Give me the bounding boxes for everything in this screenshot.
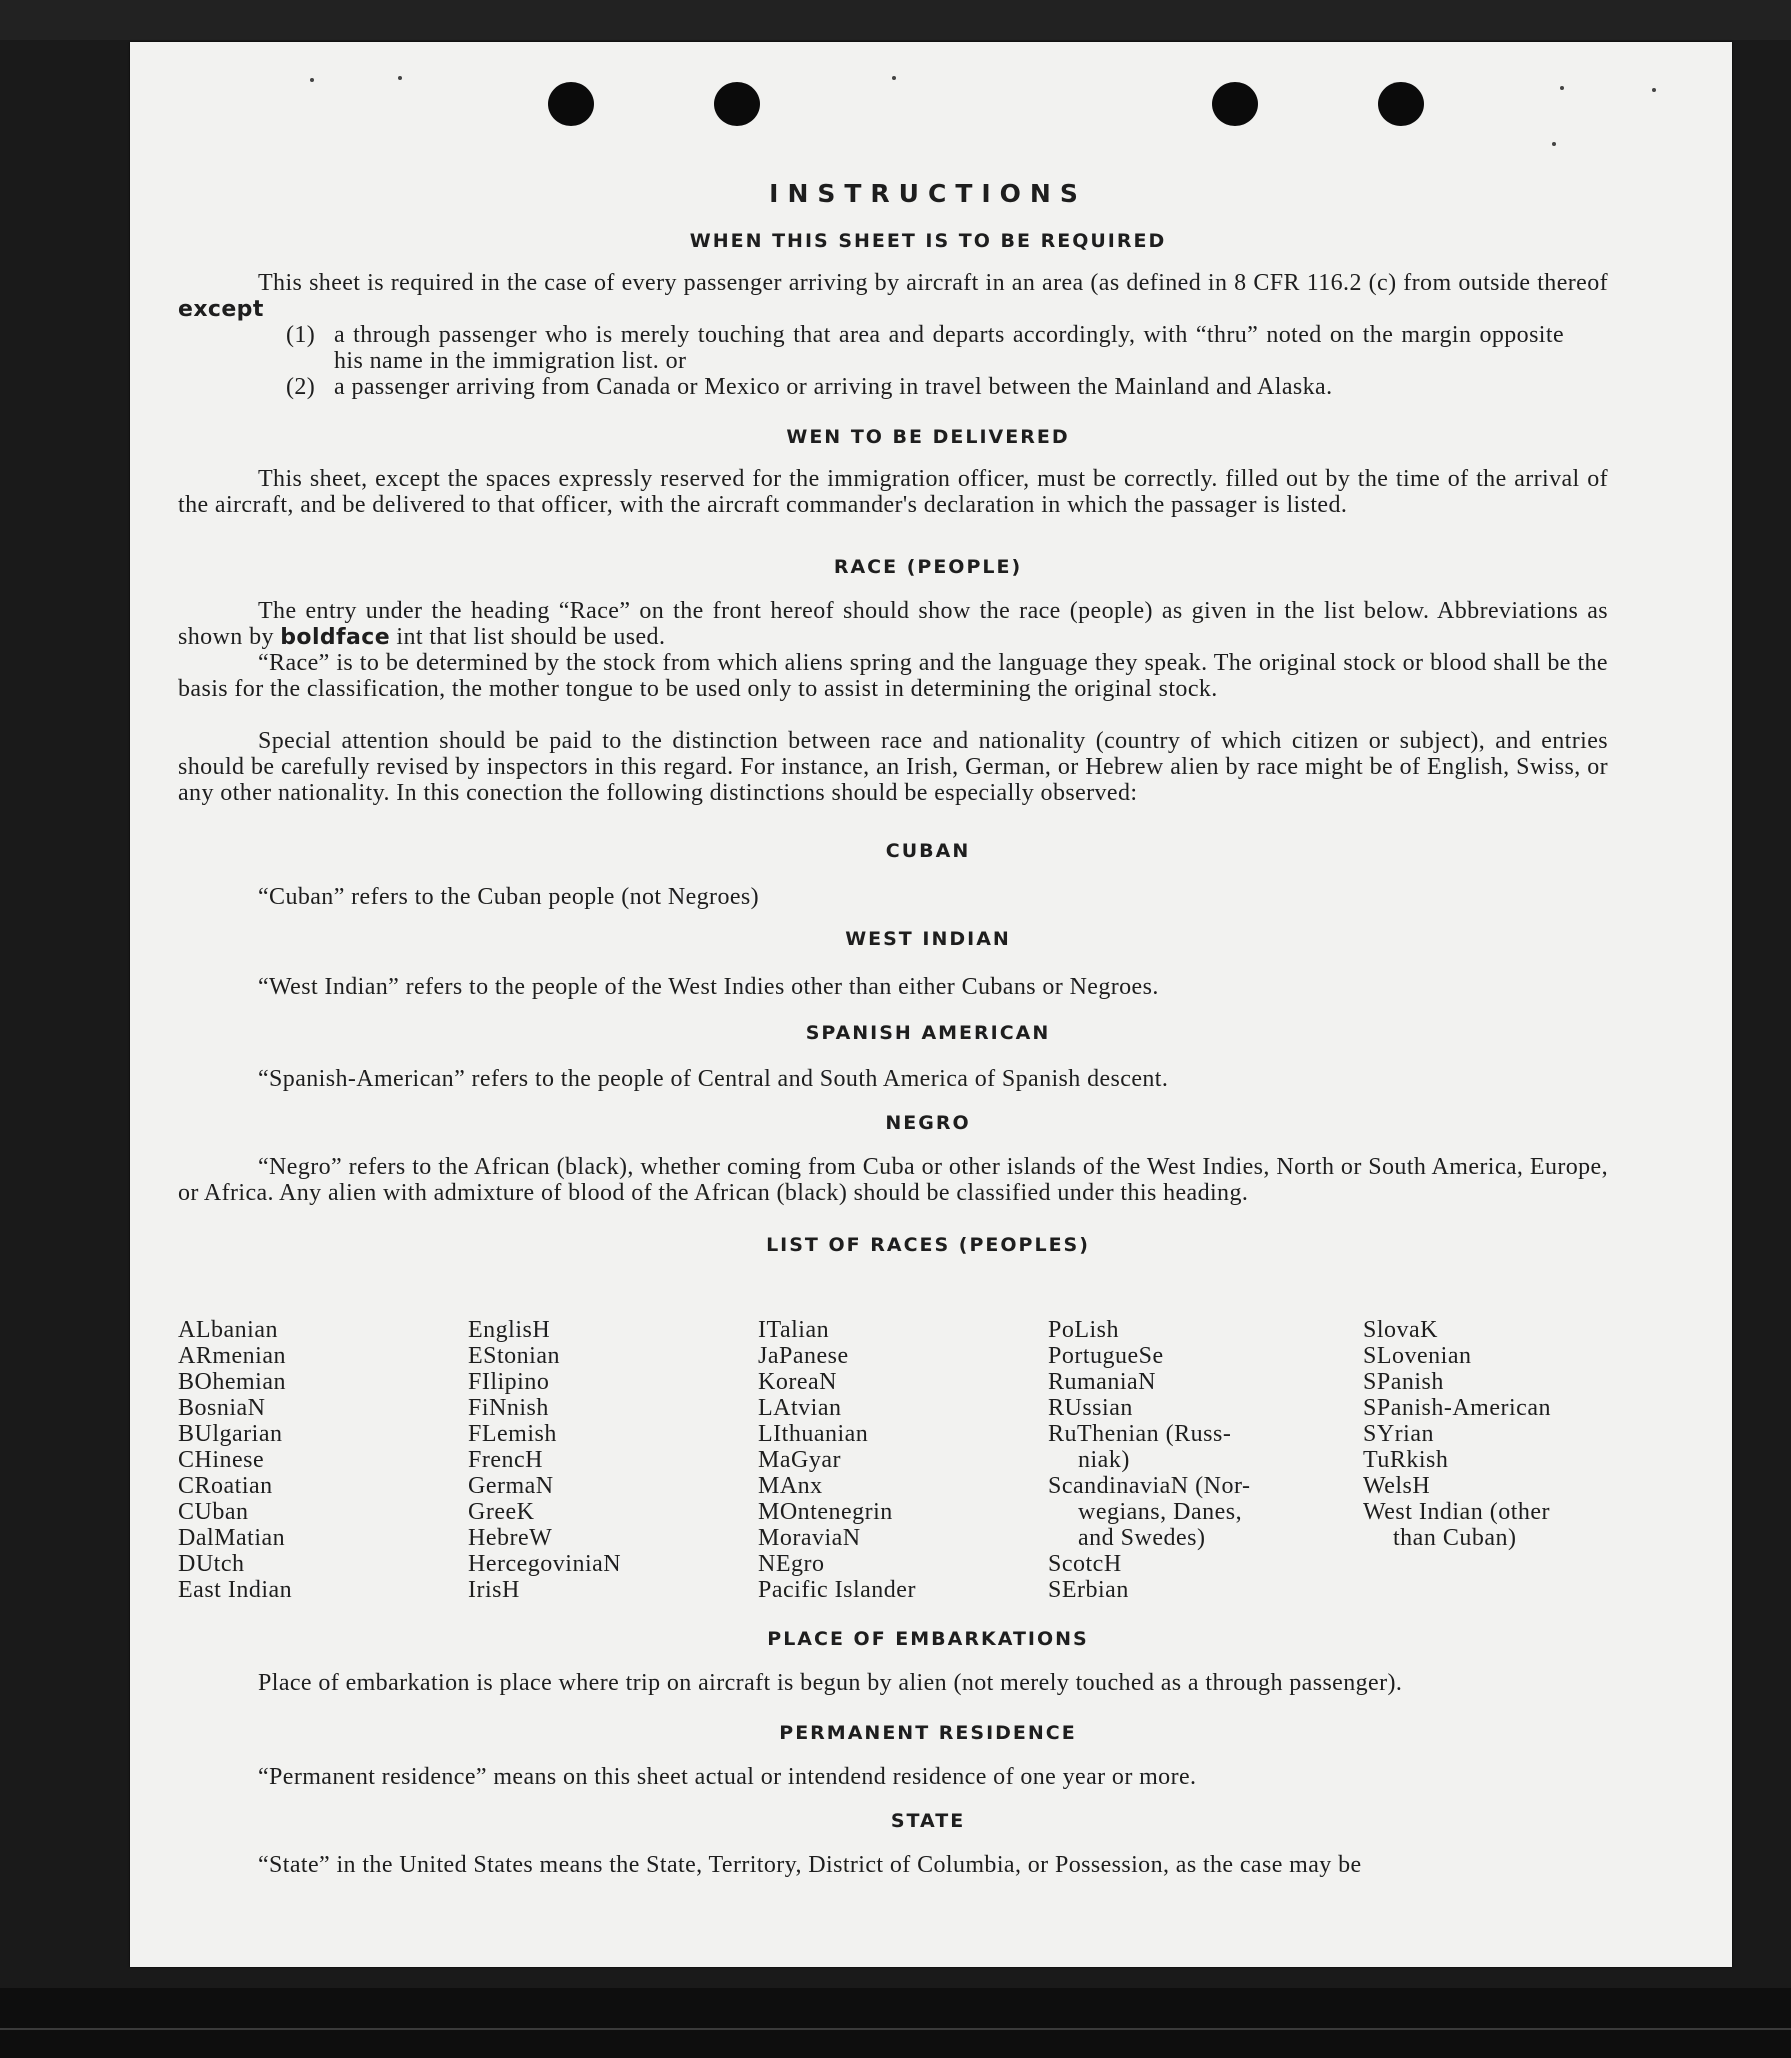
heading-when-delivered: WEN TO BE DELIVERED — [786, 426, 1070, 448]
heading-cuban: CUBAN — [885, 840, 971, 862]
race-entry: DUtch — [178, 1551, 245, 1577]
race-entry: RUssian — [1048, 1395, 1133, 1421]
heading-spanish-american: SPANISH AMERICAN — [805, 1022, 1051, 1044]
paragraph-west-indian: “West Indian” refers to the people of the West Indies other than either Cubans or Negroes. — [258, 974, 1159, 1000]
paragraph-negro: “Negro” refers to the African (black), whether coming from Cuba or other islands of the West Indies, North or South America, Europe, or Africa. Any alien with admixture of blood of the African (black) should be classified under this heading. — [178, 1154, 1608, 1206]
document-page — [130, 42, 1732, 1967]
race-entry: ITalian — [758, 1317, 830, 1343]
race-entry: niak) — [1078, 1447, 1130, 1473]
exception-item-1: (1) a through passenger who is merely touching that area and departs accordingly, with “thru” noted on the margin opposite his name in the immigration list. or — [286, 322, 1564, 374]
race-entry: EnglisH — [468, 1317, 551, 1343]
race-entry: ALbanian — [178, 1317, 278, 1343]
race-entry: CHinese — [178, 1447, 265, 1473]
race-entry: West Indian (other — [1363, 1499, 1551, 1525]
race-entry: wegians, Danes, — [1078, 1499, 1243, 1525]
race-entry: FiNnish — [468, 1395, 549, 1421]
punch-hole-icon — [1378, 82, 1424, 126]
race-entry: IrisH — [468, 1577, 520, 1603]
heading-state: STATE — [890, 1810, 966, 1832]
heading-embarkation: PLACE OF EMBARKATIONS — [767, 1628, 1089, 1650]
paragraph-when-required: This sheet is required in the case of every passenger arriving by aircraft in an area (as defined in 8 CFR 116.2 (c) from outside thereof except — [178, 270, 1608, 322]
heading-west-indian: WEST INDIAN — [845, 928, 1011, 950]
race-entry: PoLish — [1048, 1317, 1120, 1343]
race-entry: and Swedes) — [1078, 1525, 1206, 1551]
heading-permanent-residence: PERMANENT RESIDENCE — [779, 1722, 1077, 1744]
paragraph-state: “State” in the United States means the State, Territory, District of Columbia, or Possession, as the case may be — [258, 1852, 1362, 1878]
race-entry: CUban — [178, 1499, 249, 1525]
race-entry: NEgro — [758, 1551, 825, 1577]
race-entry: HebreW — [468, 1525, 553, 1551]
heading-when-required: WHEN THIS SHEET IS TO BE REQUIRED — [689, 230, 1167, 252]
race-column-2 — [468, 1317, 621, 1603]
paragraph-race-1: The entry under the heading “Race” on the front hereof should show the race (people) as given in the list below. Abbreviations as shown by boldface int that list should be used. — [178, 598, 1608, 650]
race-entry: than Cuban) — [1393, 1525, 1517, 1551]
paragraph-cuban: “Cuban” refers to the Cuban people (not Negroes) — [258, 884, 760, 910]
race-entry: GreeK — [468, 1499, 535, 1525]
race-entry: SPanish-American — [1363, 1395, 1551, 1421]
dust-speck — [1560, 86, 1564, 90]
race-entry: ScotcH — [1048, 1551, 1122, 1577]
race-entry: SErbian — [1048, 1577, 1129, 1603]
race-entry: JaPanese — [758, 1343, 849, 1369]
race-entry: LIthuanian — [758, 1421, 869, 1447]
race-entry: LAtvian — [758, 1395, 842, 1421]
race-entry: SPanish — [1363, 1369, 1444, 1395]
dust-speck — [892, 76, 896, 80]
race-entry: PortugueSe — [1048, 1343, 1164, 1369]
race-column-4 — [1048, 1317, 1250, 1603]
race-entry: RumaniaN — [1048, 1369, 1156, 1395]
punch-hole-icon — [1212, 82, 1258, 126]
race-column-5 — [1363, 1317, 1551, 1551]
bold-boldface: boldface — [280, 625, 391, 650]
race-entry: FLemish — [468, 1421, 557, 1447]
race-entry: FIlipino — [468, 1369, 550, 1395]
punch-hole-icon — [714, 82, 760, 126]
scan-border-bottom — [0, 1988, 1791, 2058]
race-entry: MOntenegrin — [758, 1499, 893, 1525]
race-column-3 — [758, 1317, 916, 1603]
race-entry: ScandinaviaN (Nor- — [1048, 1473, 1251, 1499]
race-entry: Pacific Islander — [758, 1577, 916, 1603]
race-entry: WelsH — [1363, 1473, 1431, 1499]
dust-speck — [310, 78, 314, 82]
race-entry: CRoatian — [178, 1473, 273, 1499]
race-entry: DalMatian — [178, 1525, 286, 1551]
paragraph-race-3: Special attention should be paid to the distinction between race and nationality (country of which citizen or subject), and entries should be carefully revised by inspectors in this regard. For instance, an Irish, German, or Hebrew alien by race might be of English, Swiss, or any other nationality. In this conection the following distinctions should be especially observed: — [178, 728, 1608, 806]
race-entry: BOhemian — [178, 1369, 286, 1395]
race-entry: MAnx — [758, 1473, 823, 1499]
bold-except: except — [178, 297, 264, 322]
paragraph-spanish-american: “Spanish-American” refers to the people of Central and South America of Spanish descent. — [258, 1066, 1169, 1092]
heading-negro: NEGRO — [885, 1112, 971, 1134]
race-entry: TuRkish — [1363, 1447, 1449, 1473]
race-entry: BosniaN — [178, 1395, 266, 1421]
paragraph-race-2: “Race” is to be determined by the stock from which aliens spring and the language they speak. The original stock or blood shall be the basis for the classification, the mother tongue to be used only to assist in determining the original stock. — [178, 650, 1608, 702]
race-entry: MoraviaN — [758, 1525, 861, 1551]
heading-list-of-races: LIST OF RACES (PEOPLES) — [766, 1234, 1090, 1256]
race-entry: ARmenian — [178, 1343, 286, 1369]
race-entry: GermaN — [468, 1473, 554, 1499]
dust-speck — [1652, 88, 1656, 92]
race-entry: East Indian — [178, 1577, 293, 1603]
race-entry: BUlgarian — [178, 1421, 283, 1447]
dust-speck — [398, 76, 402, 80]
race-entry: FrencH — [468, 1447, 543, 1473]
race-entry: EStonian — [468, 1343, 560, 1369]
race-entry: SYrian — [1363, 1421, 1434, 1447]
paragraph-permanent-residence: “Permanent residence” means on this sheet actual or intendend residence of one year or more. — [258, 1764, 1197, 1790]
race-column-1 — [178, 1317, 292, 1603]
dust-speck — [1552, 142, 1556, 146]
scan-border-top — [0, 0, 1791, 40]
race-entry: MaGyar — [758, 1447, 841, 1473]
race-entry: KoreaN — [758, 1369, 837, 1395]
race-entry: SlovaK — [1363, 1317, 1438, 1343]
paragraph-when-delivered: This sheet, except the spaces expressly reserved for the immigration officer, must be correctly. filled out by the time of the arrival of the aircraft, and be delivered to that officer, with the aircraft commander's declaration in which the passager is listed. — [178, 466, 1608, 518]
exception-item-2: (2) a passenger arriving from Canada or Mexico or arriving in travel between the Mainland and Alaska. — [286, 374, 1333, 400]
punch-hole-icon — [548, 82, 594, 126]
paragraph-embarkation: Place of embarkation is place where trip on aircraft is begun by alien (not merely touched as a through passenger). — [258, 1670, 1403, 1696]
race-entry: RuThenian (Russ- — [1048, 1421, 1232, 1447]
page-title: INSTRUCTIONS — [769, 179, 1087, 208]
race-entry: SLovenian — [1363, 1343, 1472, 1369]
heading-race: RACE (PEOPLE) — [833, 556, 1023, 578]
race-entry: HercegoviniaN — [468, 1551, 622, 1577]
